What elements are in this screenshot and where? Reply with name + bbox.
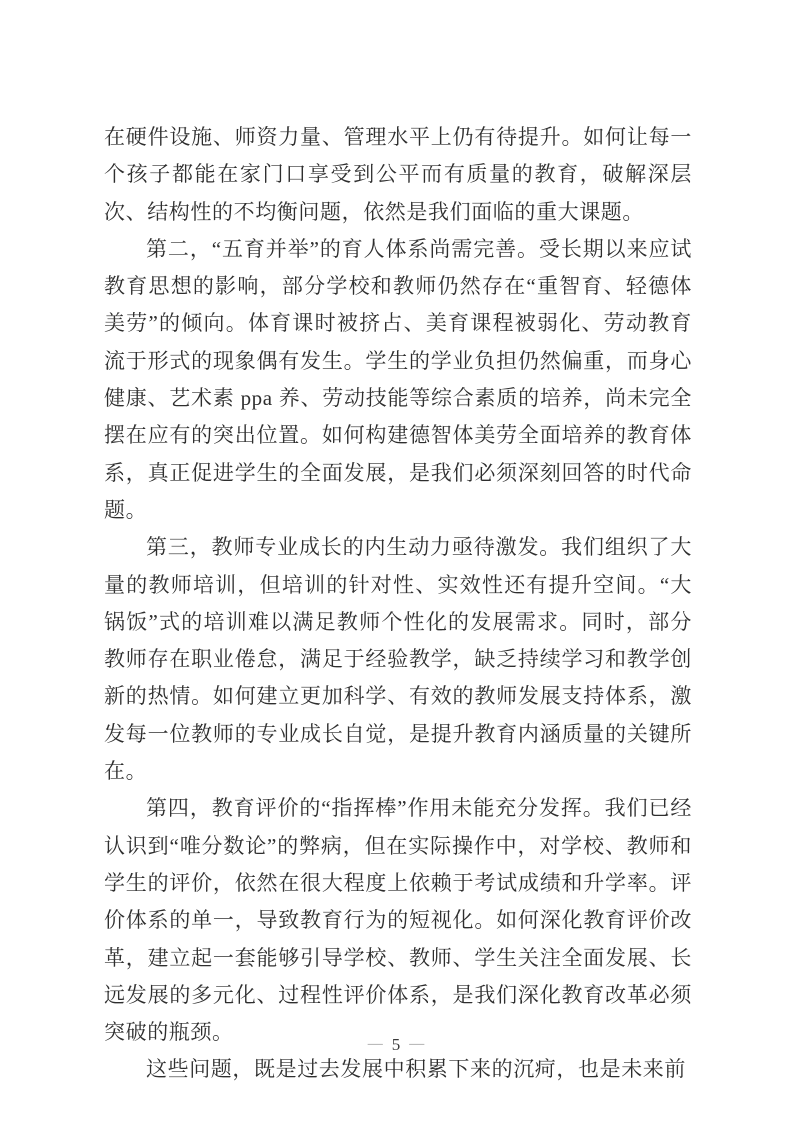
paragraph-point-two: 第二，“五育并举”的育人体系尚需完善。受长期以来应试教育思想的影响，部分学校和教师仍然存在“重智育、轻德体美劳”的倾向。体育课时被挤占、美育课程被弱化、劳动教育流于形式的现象偶有发生。学生的学业负担仍然偏重，而身心健康、艺术素 ppa 养、劳动技能等综合素质的培养，尚未完全摆在应有的突出位置。如何构建德智体美劳全面培养的教育体系，真正促进学生的全面发展，是我们必须深刻回答的时代命题。: [104, 236, 692, 522]
page-footer: [0, 1035, 793, 1055]
footer-dash-right: —: [409, 1036, 426, 1052]
paragraph-point-four: 第四，教育评价的“指挥棒”作用未能充分发挥。我们已经认识到“唯分数论”的弊病，但在实际操作中，对学校、教师和学生的评价，依然在很大程度上依赖于考试成绩和升学率。评价体系的单一，导致教育行为的短视化。如何深化教育评价改革，建立起一套能够引导学校、教师、学生关注全面发展、长远发展的多元化、过程性评价体系，是我们深化教育改革必须突破的瓶颈。: [104, 796, 692, 1045]
paragraph-closing: 这些问题，既是过去发展中积累下来的沉疴，也是未来前: [146, 1057, 686, 1082]
document-body: [104, 119, 692, 1089]
footer-dash-left: —: [367, 1036, 384, 1052]
page-number: 5: [391, 1035, 402, 1054]
paragraph-point-three: 第三，教师专业成长的内生动力亟待激发。我们组织了大量的教师培训，但培训的针对性、实效性还有提升空间。“大锅饭”式的培训难以满足教师个性化的发展需求。同时，部分教师存在职业倦怠，满足于经验教学，缺乏持续学习和教学创新的热情。如何建立更加科学、有效的教师发展支持体系，激发每一位教师的专业成长自觉，是提升教育内涵质量的关键所在。: [104, 535, 692, 784]
paragraph-continuation: 在硬件设施、师资力量、管理水平上仍有待提升。如何让每一个孩子都能在家门口享受到公平而有质量的教育，破解深层次、结构性的不均衡问题，依然是我们面临的重大课题。: [104, 125, 692, 224]
